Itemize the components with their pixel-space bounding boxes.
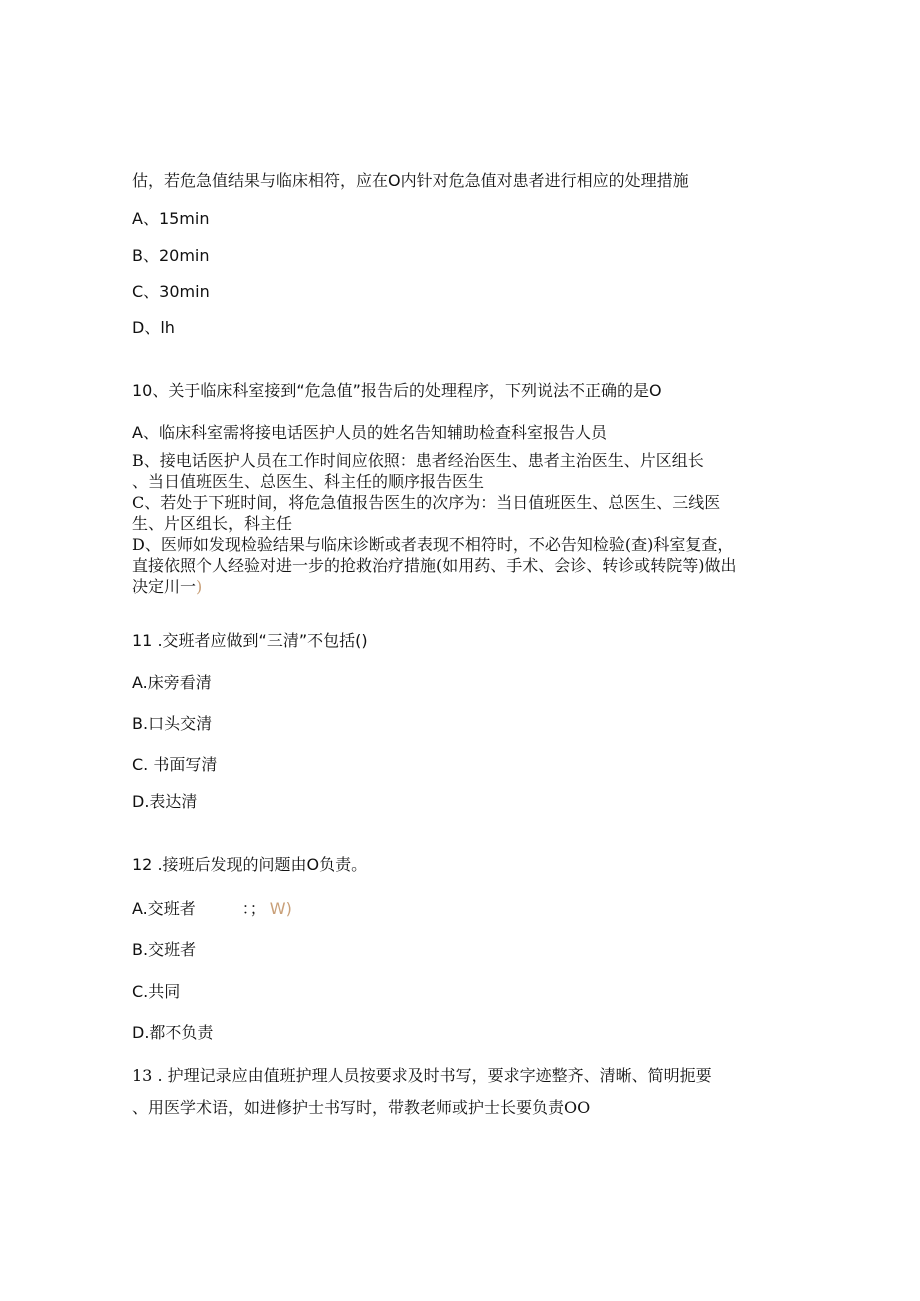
q10-option-d-line2: 直接依照个人经验对进一步的抢救治疗措施(如用药、手术、会诊、转诊或转院等)做出 <box>132 556 737 575</box>
q11-option-d: D.表达清 <box>132 792 198 811</box>
q12-option-a-text: A.交班者 <box>132 899 196 918</box>
q10-option-c-line1: C、若处于下班时间，将危急值报告医生的次序为：当日值班医生、总医生、三线医 <box>132 493 721 512</box>
q10-option-a: A、临床科室需将接电话医护人员的姓名告知辅助检查科室报告人员 <box>132 423 607 442</box>
q10-option-b-line2: 、当日值班医生、总医生、科主任的顺序报告医生 <box>132 472 485 491</box>
q10-option-d-line3-text: 决定川一 <box>132 577 197 596</box>
q10-option-d-mark: ) <box>196 577 203 596</box>
q11-option-b: B.口头交清 <box>132 714 213 733</box>
q13-stem-line1: 13 . 护理记录应由值班护理人员按要求及时书写，要求字迹整齐、清晰、简明扼要 <box>132 1066 712 1085</box>
q9-stem: 估，若危急值结果与临床相符，应在O内针对危急值对患者进行相应的处理措施 <box>132 171 689 190</box>
q9-option-c: C、30min <box>132 282 210 301</box>
q10-option-b-line1: B、接电话医护人员在工作时间应依照：患者经治医生、患者主治医生、片区组长 <box>132 451 704 470</box>
q9-option-b: B、20min <box>132 246 210 265</box>
q11-option-a: A.床旁看清 <box>132 673 212 692</box>
q12-option-b: B.交班者 <box>132 940 197 959</box>
q9-option-d: D、lh <box>132 318 175 337</box>
q13-stem-line2: 、用医学术语，如进修护士书写时，带教老师或护士长要负责OO <box>132 1098 591 1117</box>
q12-stem: 12 .接班后发现的问题由O负责。 <box>132 855 368 874</box>
q12-option-a <box>132 899 292 919</box>
q10-stem: 10、关于临床科室接到“危急值”报告后的处理程序，下列说法不正确的是O <box>132 381 662 400</box>
q12-option-d: D.都不负责 <box>132 1023 214 1042</box>
q12-option-a-mark: ：； <box>241 899 266 918</box>
q11-stem: 11 .交班者应做到“三清”不包括() <box>132 631 368 650</box>
q12-option-a-mark2: W) <box>269 899 292 918</box>
q10-option-d-line1: D、医师如发现检验结果与临床诊断或者表现不相符时，不必告知检验(查)科室复查， <box>132 535 734 554</box>
q10-option-c-line2: 生、片区组长，科主任 <box>132 514 293 533</box>
q11-option-c: C. 书面写清 <box>132 755 218 774</box>
q12-option-c: C.共同 <box>132 982 181 1001</box>
q9-option-a: A、15min <box>132 209 210 228</box>
q10-option-d-line3 <box>132 577 202 597</box>
